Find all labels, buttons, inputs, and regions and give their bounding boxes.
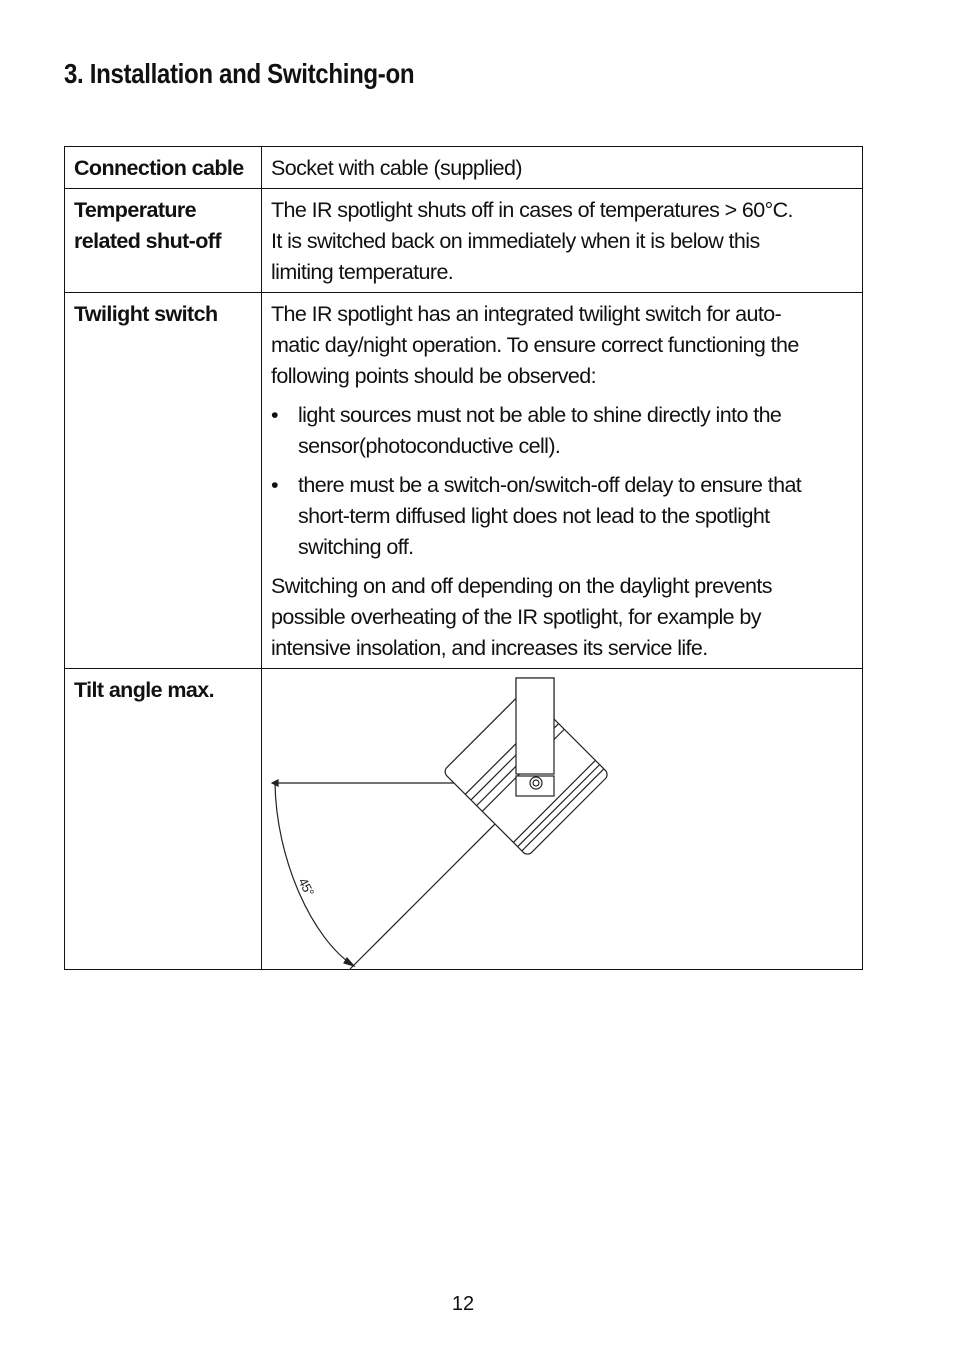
bullet-1-line2: sensor(photoconductive cell). [298,434,561,458]
tilt-angle-diagram [262,669,862,974]
twilight-intro-line3: following points should be observed: [271,364,597,388]
twilight-outro-line1: Switching on and off depending on the daylight prevents [271,574,772,598]
row-label-temperature-line1: Temperature [74,198,197,222]
page-number: 12 [451,1293,475,1315]
angle-arc [275,783,354,966]
angle-label: 45° [295,875,317,899]
table-row-twilight-switch [65,293,863,669]
bullet-1-line1: light sources must not be able to shine directly into the [298,403,782,427]
bullet-2-line3: switching off. [298,535,414,559]
twilight-outro-line3: intensive insolation, and increases its service life. [271,636,708,660]
bullet-icon: • [271,473,278,497]
bullet-2-line2: short-term diffused light does not lead to the spotlight [298,504,770,528]
twilight-intro-line2: matic day/night operation. To ensure correct functioning the [271,333,799,357]
list-item [271,400,854,462]
twilight-bullet-list [271,400,854,563]
temperature-text-line2: It is switched back on immediately when it is below this [271,229,760,253]
bullet-2-line1: there must be a switch-on/switch-off delay to ensure that [298,473,802,497]
spec-table [64,146,863,970]
page-title: 3. Installation and Switching-on [64,58,415,89]
table-row-connection-cable [65,147,863,189]
row-label-twilight-switch: Twilight switch [65,293,262,669]
table-row-temperature [65,189,863,293]
row-value-twilight-switch [262,293,863,669]
twilight-intro-line1: The IR spotlight has an integrated twilight switch for auto- [271,302,782,326]
twilight-outro-line2: possible overheating of the IR spotlight, for example by [271,605,761,629]
table-row-tilt-angle [65,669,863,970]
row-label-temperature-line2: related shut-off [74,229,221,253]
row-value-connection-cable: Socket with cable (supplied) [262,147,863,189]
temperature-text-line1: The IR spotlight shuts off in cases of temperatures > 60°C. [271,198,793,222]
row-label-connection-cable: Connection cable [65,147,262,189]
pivot-screw-icon [530,777,542,789]
row-value-temperature [262,189,863,293]
row-label-temperature [65,189,262,293]
row-label-tilt-angle: Tilt angle max. [65,669,262,970]
bullet-icon: • [271,403,278,427]
temperature-text-line3: limiting temperature. [271,260,454,284]
tilt-diagram-cell [262,669,863,970]
list-item [271,470,854,563]
